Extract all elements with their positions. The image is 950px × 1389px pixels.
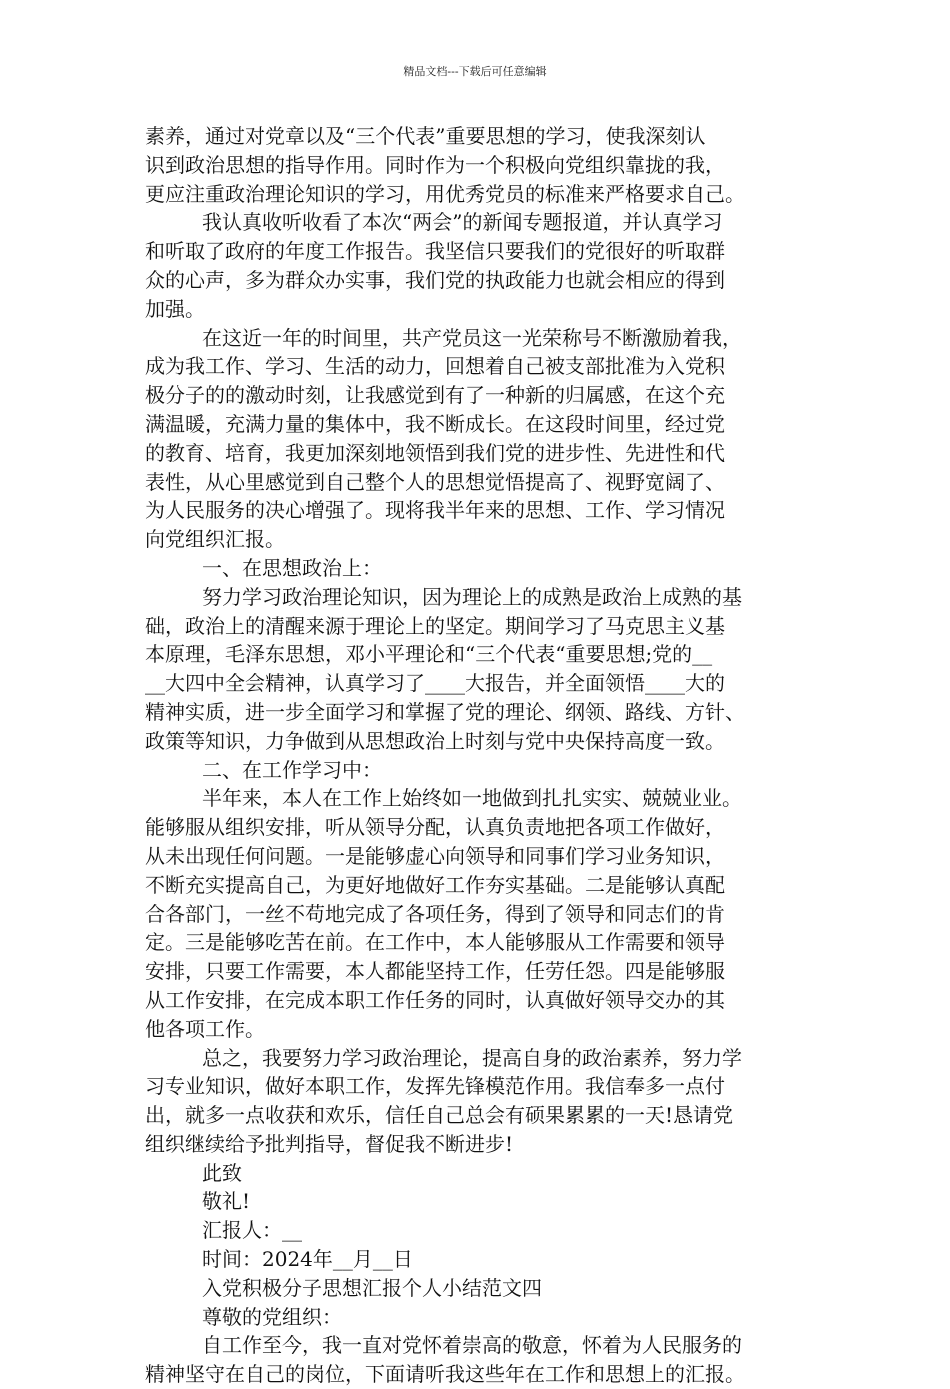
text-line: 加强。 [145, 296, 205, 321]
text-line: 识到政治思想的指导作用。同时作为一个积极向党组织靠拢的我， [145, 152, 725, 177]
text-line: 汇报人：__ [202, 1218, 302, 1243]
text-line: 础，政治上的清醒来源于理论上的坚定。期间学习了马克思主义基 [145, 613, 725, 638]
text-line: 自工作至今，我一直对党怀着崇高的敬意，怀着为人民服务的 [202, 1333, 742, 1358]
text-line: 更应注重政治理论知识的学习，用优秀党员的标准来严格要求自己。 [145, 181, 745, 206]
text-line: 不断充实提高自己，为更好地做好工作夯实基础。二是能够认真配 [145, 872, 725, 897]
text-line: 出，就多一点收获和欢乐，信任自己总会有硕果累累的一天!恳请党 [145, 1103, 734, 1128]
text-line: 为人民服务的决心增强了。现将我半年来的思想、工作、学习情况 [145, 498, 725, 523]
text-line: 努力学习政治理论知识，因为理论上的成熟是政治上成熟的基 [202, 584, 742, 609]
text-line: 成为我工作、学习、生活的动力，回想着自己被支部批准为入党积 [145, 354, 725, 379]
text-line: 一、在思想政治上： [202, 555, 382, 580]
text-line: 定。三是能够吃苦在前。在工作中，本人能够服从工作需要和领导 [145, 930, 725, 955]
text-line: 政策等知识，力争做到从思想政治上时刻与党中央保持高度一致。 [145, 728, 725, 753]
text-line: 合各部门，一丝不苟地完成了各项任务，得到了领导和同志们的肯 [145, 901, 725, 926]
text-line: 半年来，本人在工作上始终如一地做到扎扎实实、兢兢业业。 [202, 786, 742, 811]
text-line: 能够服从组织安排，听从领导分配，认真负责地把各项工作做好， [145, 815, 725, 840]
text-line: 精神实质，进一步全面学习和掌握了党的理论、纲领、路线、方针、 [145, 699, 745, 724]
text-line: 此致 [202, 1160, 242, 1185]
text-line: 从工作安排，在完成本职工作任务的同时，认真做好领导交办的其 [145, 987, 725, 1012]
text-line: 和听取了政府的年度工作报告。我坚信只要我们的党很好的听取群 [145, 239, 725, 264]
text-line: 我认真收听收看了本次“两会”的新闻专题报道，并认真学习 [202, 210, 723, 235]
text-line: 在这近一年的时间里，共产党员这一光荣称号不断激励着我， [202, 325, 742, 350]
text-line: 表性，从心里感觉到自己整个人的思想觉悟提高了、视野宽阔了、 [145, 469, 725, 494]
text-line: 尊敬的党组织： [202, 1304, 342, 1329]
text-line: 的教育、培育，我更加深刻地领悟到我们党的进步性、先进性和代 [145, 440, 725, 465]
document-body [145, 122, 810, 1389]
text-line: 精神坚守在自己的岗位，下面请听我这些年在工作和思想上的汇报。 [145, 1362, 745, 1387]
text-line: __大四中全会精神，认真学习了____大报告，并全面领悟____大的 [145, 671, 725, 696]
text-line: 从未出现任何问题。一是能够虚心向领导和同事们学习业务知识， [145, 843, 725, 868]
text-line: 组织继续给予批判指导，督促我不断进步! [145, 1131, 514, 1156]
text-line: 安排，只要工作需要，本人都能坚持工作，任劳任怨。四是能够服 [145, 959, 725, 984]
text-line: 他各项工作。 [145, 1016, 265, 1041]
page-header: 精品文档---下载后可任意编辑 [403, 65, 547, 78]
text-line: 本原理，毛泽东思想，邓小平理论和“三个代表“重要思想;党的__ [145, 642, 713, 667]
text-line: 总之，我要努力学习政治理论，提高自身的政治素养，努力学 [202, 1045, 742, 1070]
text-line: 极分子的的激动时刻，让我感觉到有了一种新的归属感，在这个充 [145, 383, 725, 408]
text-line: 入党积极分子思想汇报个人小结范文四 [202, 1275, 542, 1300]
text-line: 向党组织汇报。 [145, 527, 285, 552]
text-line: 习专业知识，做好本职工作，发挥先锋模范作用。我信奉多一点付 [145, 1074, 725, 1099]
text-line: 二、在工作学习中： [202, 757, 382, 782]
text-line: 时间：2024年__月__日 [202, 1247, 413, 1272]
text-line: 满温暖，充满力量的集体中，我不断成长。在这段时间里，经过党 [145, 411, 725, 436]
text-line: 敬礼! [202, 1189, 251, 1214]
text-line: 素养，通过对党章以及“三个代表”重要思想的学习，使我深刻认 [145, 124, 706, 148]
text-line: 众的心声，多为群众办实事，我们党的执政能力也就会相应的得到 [145, 267, 725, 292]
